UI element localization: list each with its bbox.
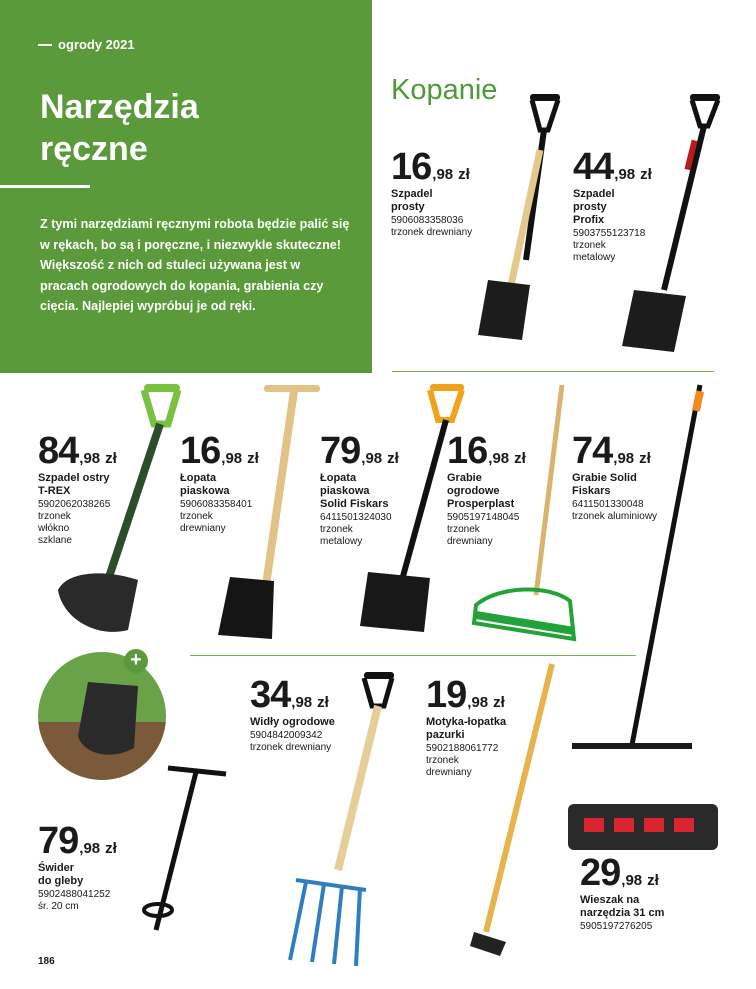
price-whole: 84 bbox=[38, 430, 79, 472]
price-currency: zł bbox=[317, 694, 329, 711]
price-fraction: ,98 bbox=[79, 450, 101, 467]
price bbox=[320, 432, 399, 470]
product-code: 5905197276205 bbox=[580, 921, 653, 932]
price bbox=[572, 432, 657, 470]
divider-top bbox=[392, 371, 714, 372]
price bbox=[447, 432, 526, 470]
name-line: Grabie Solid bbox=[572, 472, 637, 484]
product-code: 6411501324030 bbox=[320, 512, 392, 523]
product-name bbox=[580, 894, 664, 920]
product-name bbox=[320, 472, 399, 511]
kicker bbox=[38, 37, 135, 52]
name-line: Prosperplast bbox=[447, 498, 515, 510]
kicker-text: ogrody 2021 bbox=[58, 37, 135, 52]
meta-line: drewniany bbox=[447, 536, 493, 547]
product-name bbox=[180, 472, 259, 498]
price-currency: zł bbox=[640, 166, 652, 183]
price-currency: zł bbox=[105, 450, 117, 467]
name-line: ogrodowe bbox=[447, 485, 500, 497]
product-meta bbox=[250, 742, 335, 754]
title-line-2: ręczne bbox=[40, 130, 148, 168]
name-line: Łopata bbox=[180, 472, 217, 484]
product-lopata-fiskars bbox=[320, 432, 399, 548]
page-title bbox=[40, 86, 340, 170]
price-whole: 19 bbox=[426, 674, 467, 716]
name-line: Łopata bbox=[320, 472, 357, 484]
product-name bbox=[38, 862, 117, 888]
product-meta bbox=[573, 240, 652, 264]
price bbox=[573, 148, 652, 186]
detail-photo-spade bbox=[38, 652, 166, 780]
product-code: 5905197148045 bbox=[447, 512, 520, 523]
meta-line: trzonek aluminiowy bbox=[572, 511, 658, 522]
price bbox=[580, 854, 664, 892]
name-line: pazurki bbox=[426, 729, 465, 741]
auger-image bbox=[140, 760, 250, 950]
name-line: Profix bbox=[573, 214, 605, 226]
name-line: do gleby bbox=[38, 875, 84, 887]
product-code: 5904842009342 bbox=[250, 730, 323, 741]
price-currency: zł bbox=[514, 450, 526, 467]
price-fraction: ,98 bbox=[467, 694, 489, 711]
product-code: 5902062038265 bbox=[38, 499, 111, 510]
product-code: 6411501330048 bbox=[572, 499, 644, 510]
price-currency: zł bbox=[639, 450, 651, 467]
price-currency: zł bbox=[387, 450, 399, 467]
product-name bbox=[572, 472, 657, 498]
price-whole: 16 bbox=[180, 430, 221, 472]
price-fraction: ,98 bbox=[361, 450, 383, 467]
product-lopata-piaskowa bbox=[180, 432, 259, 535]
name-line: Szpadel bbox=[573, 188, 615, 200]
price-fraction: ,98 bbox=[79, 840, 101, 857]
section-title: Kopanie bbox=[391, 74, 498, 106]
price bbox=[180, 432, 259, 470]
meta-line: trzonek bbox=[447, 524, 480, 535]
price-fraction: ,98 bbox=[291, 694, 313, 711]
product-name bbox=[250, 716, 335, 729]
title-line-1: Narzędzia bbox=[40, 88, 199, 126]
price-whole: 29 bbox=[580, 852, 621, 894]
product-wieszak bbox=[580, 854, 664, 933]
price-whole: 79 bbox=[38, 820, 79, 862]
name-line: Grabie bbox=[447, 472, 482, 484]
name-line: Szpadel ostry bbox=[38, 472, 110, 484]
price bbox=[391, 148, 472, 186]
price-fraction: ,98 bbox=[432, 166, 454, 183]
product-name bbox=[38, 472, 117, 498]
name-line: Świder bbox=[38, 862, 75, 874]
price bbox=[38, 822, 117, 860]
price bbox=[426, 676, 506, 714]
price-fraction: ,98 bbox=[614, 166, 636, 183]
price-fraction: ,98 bbox=[488, 450, 510, 467]
meta-line: trzonek drewniany bbox=[391, 227, 473, 238]
meta-line: trzonek bbox=[38, 511, 71, 522]
product-code: 5902188061772 bbox=[426, 743, 499, 754]
name-line: prosty bbox=[391, 201, 425, 213]
price-whole: 34 bbox=[250, 674, 291, 716]
price-whole: 16 bbox=[447, 430, 488, 472]
price-currency: zł bbox=[647, 872, 659, 889]
price-fraction: ,98 bbox=[621, 872, 643, 889]
price bbox=[250, 676, 335, 714]
page-number: 186 bbox=[38, 956, 55, 967]
product-name bbox=[447, 472, 526, 511]
product-swider bbox=[38, 822, 117, 913]
plus-badge[interactable]: + bbox=[124, 649, 148, 673]
product-meta bbox=[320, 524, 399, 548]
meta-line: trzonek bbox=[320, 524, 353, 535]
name-line: piaskowa bbox=[320, 485, 370, 497]
kicker-dash bbox=[38, 44, 52, 46]
product-motyka bbox=[426, 676, 506, 779]
price-whole: 16 bbox=[391, 146, 432, 188]
name-line: Solid Fiskars bbox=[320, 498, 389, 510]
meta-line: szklane bbox=[38, 535, 72, 546]
price-currency: zł bbox=[458, 166, 470, 183]
product-meta bbox=[391, 227, 472, 239]
meta-line: trzonek bbox=[573, 240, 606, 251]
meta-line: trzonek drewniany bbox=[250, 742, 332, 753]
detail-photo-circle bbox=[38, 652, 166, 780]
meta-line: trzonek bbox=[426, 755, 459, 766]
product-szpadel-t-rex bbox=[38, 432, 117, 547]
meta-line: metalowy bbox=[573, 252, 616, 263]
product-meta bbox=[426, 755, 506, 779]
name-line: T-REX bbox=[38, 485, 71, 497]
product-name bbox=[426, 716, 506, 742]
price-whole: 79 bbox=[320, 430, 361, 472]
meta-line: metalowy bbox=[320, 536, 363, 547]
price bbox=[38, 432, 117, 470]
product-grabie-fiskars bbox=[572, 432, 657, 523]
product-name bbox=[573, 188, 652, 227]
meta-line: włókno bbox=[38, 523, 70, 534]
intro-text: Z tymi narzędziami ręcznymi robota będzie palić się w rękach, bo są i poręczne, i niezwykle skuteczne! Większość z nich od stuleci używana jest w pracach ogrodowych do kopania, grabienia czy cięcia. Najlepiej wypróbuj je od ręki. bbox=[40, 217, 350, 313]
meta-line: drewniany bbox=[426, 767, 472, 778]
name-line: Motyka-łopatka bbox=[426, 716, 507, 728]
name-line: Widły ogrodowe bbox=[250, 716, 335, 728]
price-currency: zł bbox=[105, 840, 117, 857]
name-line: Szpadel bbox=[391, 188, 433, 200]
meta-line: drewniany bbox=[180, 523, 226, 534]
price-fraction: ,98 bbox=[221, 450, 243, 467]
meta-line: trzonek bbox=[180, 511, 213, 522]
product-meta bbox=[180, 511, 259, 535]
product-szpadel-prosty bbox=[391, 148, 472, 239]
product-name bbox=[391, 188, 472, 214]
product-grabie-prosperplast bbox=[447, 432, 526, 548]
name-line: piaskowa bbox=[180, 485, 230, 497]
product-szpadel-profix bbox=[573, 148, 652, 264]
meta-line: śr. 20 cm bbox=[38, 901, 79, 912]
product-code: 5903755123718 bbox=[573, 228, 646, 239]
name-line: Fiskars bbox=[572, 485, 611, 497]
price-whole: 74 bbox=[572, 430, 613, 472]
product-meta bbox=[38, 901, 117, 913]
product-meta bbox=[447, 524, 526, 548]
product-widly bbox=[250, 676, 335, 754]
product-code: 5906083358036 bbox=[391, 215, 464, 226]
title-underline bbox=[0, 185, 90, 188]
price-whole: 44 bbox=[573, 146, 614, 188]
price-fraction: ,98 bbox=[613, 450, 635, 467]
product-code: 5902488041252 bbox=[38, 889, 111, 900]
price-currency: zł bbox=[493, 694, 505, 711]
product-code: 5906083358401 bbox=[180, 499, 253, 510]
product-meta bbox=[572, 511, 657, 523]
name-line: Wieszak na bbox=[580, 894, 640, 906]
price-currency: zł bbox=[247, 450, 259, 467]
name-line: narzędzia 31 cm bbox=[580, 907, 665, 919]
name-line: prosty bbox=[573, 201, 607, 213]
product-meta bbox=[38, 511, 117, 547]
